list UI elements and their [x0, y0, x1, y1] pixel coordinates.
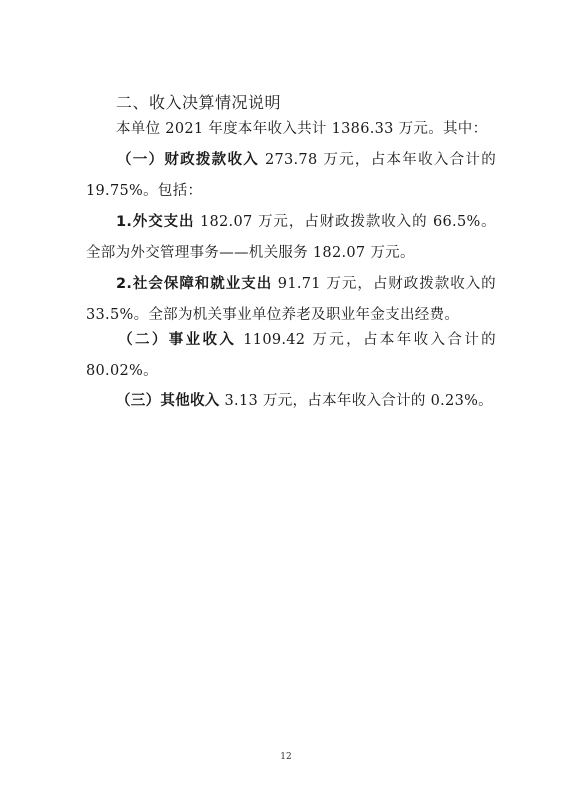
paragraph-lead: （一）财政拨款收入	[116, 152, 260, 168]
paragraph-lead: 2.社会保障和就业支出	[116, 276, 273, 292]
section-heading: 二、收入决算情况说明	[116, 93, 282, 112]
paragraph-total-income	[86, 114, 496, 145]
paragraph-text: 182.07 万元，占财政拨款收入的 66.5%。全部为外交管理事务——机关服务 182.07 万元。	[86, 214, 496, 261]
paragraph-lead: （三）其他收入	[116, 393, 220, 409]
paragraph-lead: 1.外交支出	[116, 214, 195, 230]
paragraph-text: 3.13 万元，占本年收入合计的 0.23%。	[219, 393, 493, 409]
paragraph-business-income	[86, 325, 496, 387]
page-number: 12	[280, 752, 292, 762]
paragraph-lead: （二）事业收入	[116, 332, 237, 348]
paragraph-text: 273.78 万元，占本年收入合计的 19.75%。包括：	[86, 152, 497, 199]
paragraph-text: 91.71 万元，占财政拨款收入的 33.5%。全部为机关事业单位养老及职业年金支出经费。	[86, 276, 496, 323]
paragraph-fiscal-appropriation	[86, 145, 496, 207]
paragraph-social-security	[86, 269, 496, 331]
paragraph-other-income	[86, 386, 496, 417]
paragraph-text: 1109.42 万元，占本年收入合计的 80.02%。	[86, 332, 496, 379]
paragraph-text: 本单位 2021 年度本年收入共计 1386.33 万元。其中：	[116, 121, 488, 137]
paragraph-foreign-affairs	[86, 207, 496, 269]
